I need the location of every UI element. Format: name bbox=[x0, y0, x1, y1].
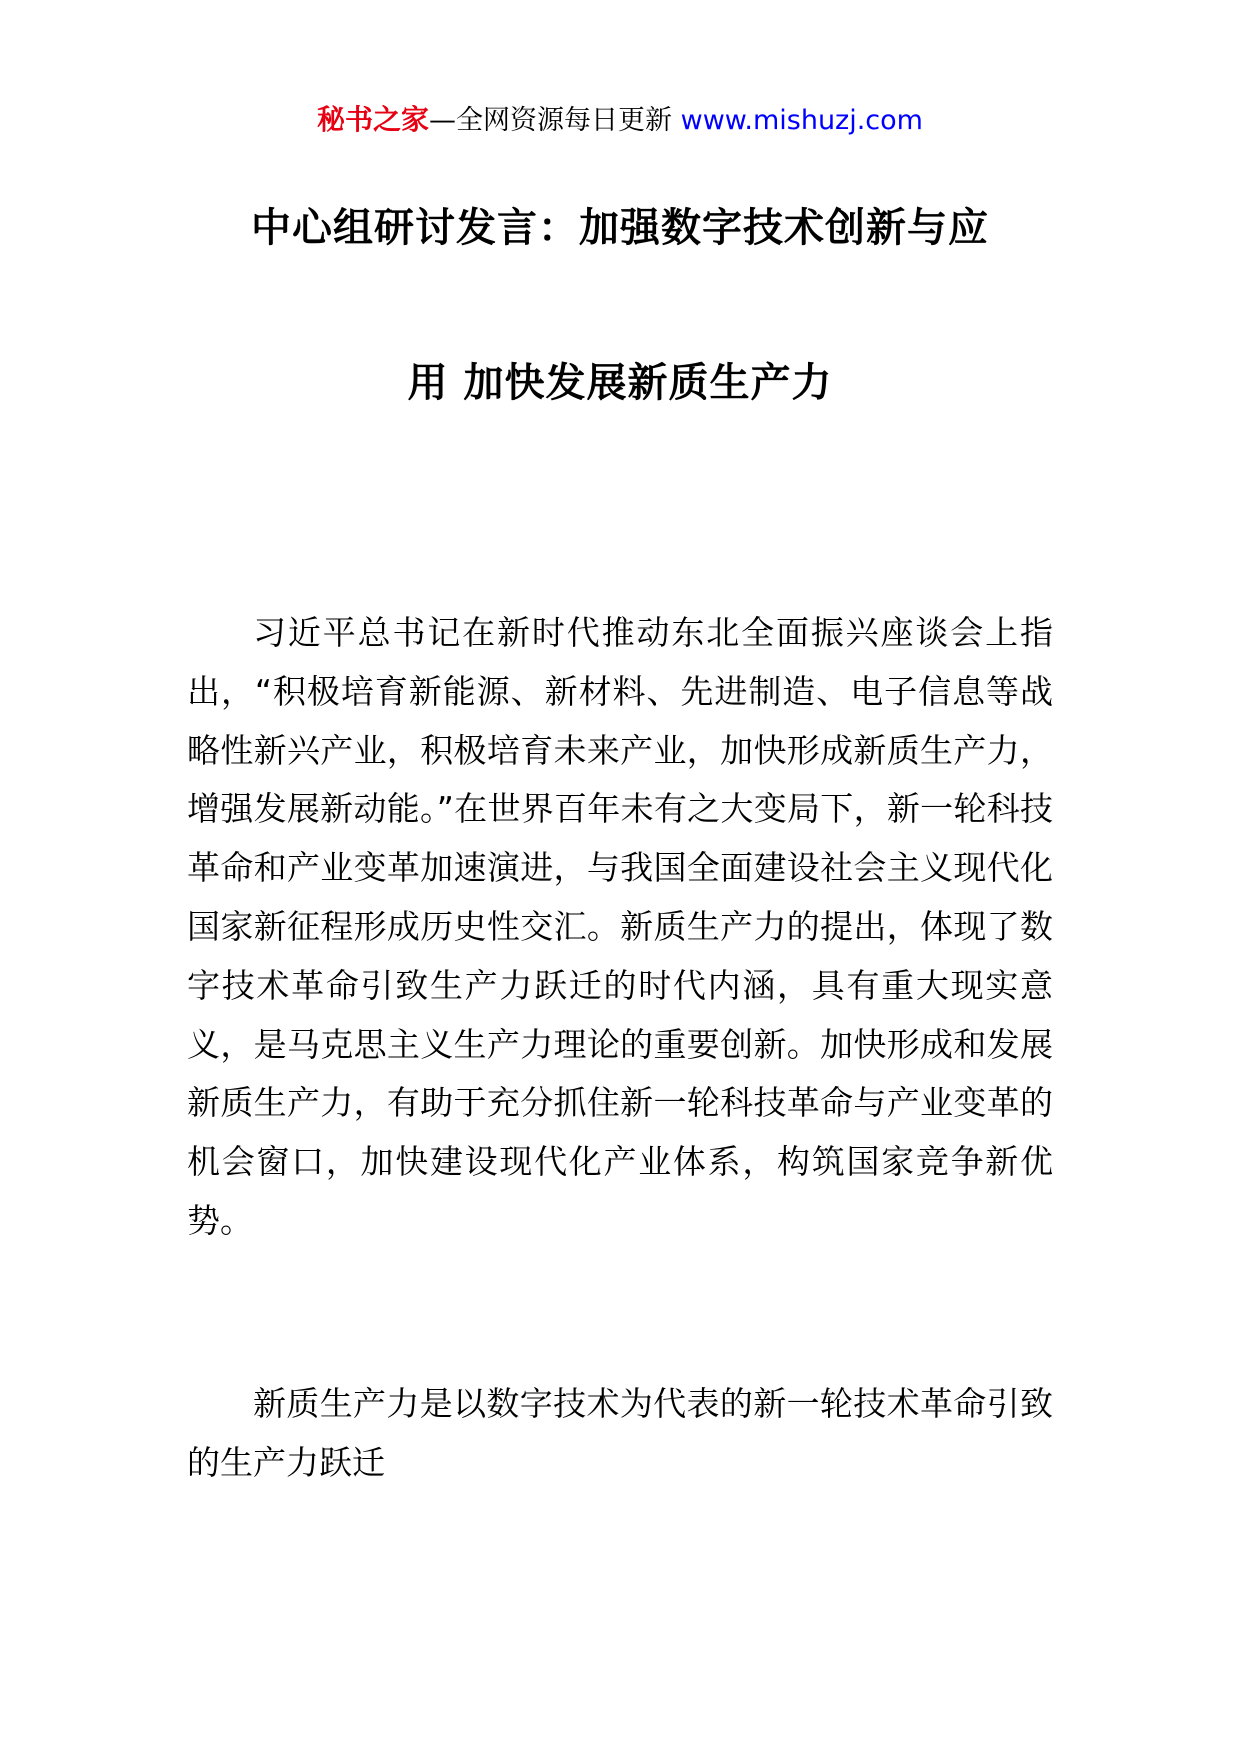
site-url-link[interactable]: www.mishuzj.com bbox=[680, 105, 923, 136]
body-paragraph-1: 习近平总书记在新时代推动东北全面振兴座谈会上指出，“积极培育新能源、新材料、先进制造、电子信息等战略性新兴产业，积极培育未来产业，加快形成新质生产力，增强发展新动能。”在世界百年未有之大变局下，新一轮科技革命和产业变革加速演进，与我国全面建设社会主义现代化国家新征程形成历史性交汇。新质生产力的提出，体现了数字技术革命引致生产力跃迁的时代内涵，具有重大现实意义，是马克思主义生产力理论的重要创新。加快形成和发展新质生产力，有助于充分抓住新一轮科技革命与产业变革的机会窗口，加快建设现代化产业体系，构筑国家竞争新优势。 bbox=[187, 613, 1053, 1240]
header-tagline: —全网资源每日更新 bbox=[429, 105, 681, 136]
document-header bbox=[0, 100, 1240, 141]
body-paragraph-2: 新质生产力是以数字技术为代表的新一轮技术革命引致的生产力跃迁 bbox=[187, 1384, 1053, 1482]
document-title-line-2: 用 加快发展新质生产力 bbox=[407, 360, 833, 406]
brand-name: 秘书之家 bbox=[317, 103, 430, 136]
document-title-line-1: 中心组研讨发言：加强数字技术创新与应 bbox=[251, 205, 989, 251]
